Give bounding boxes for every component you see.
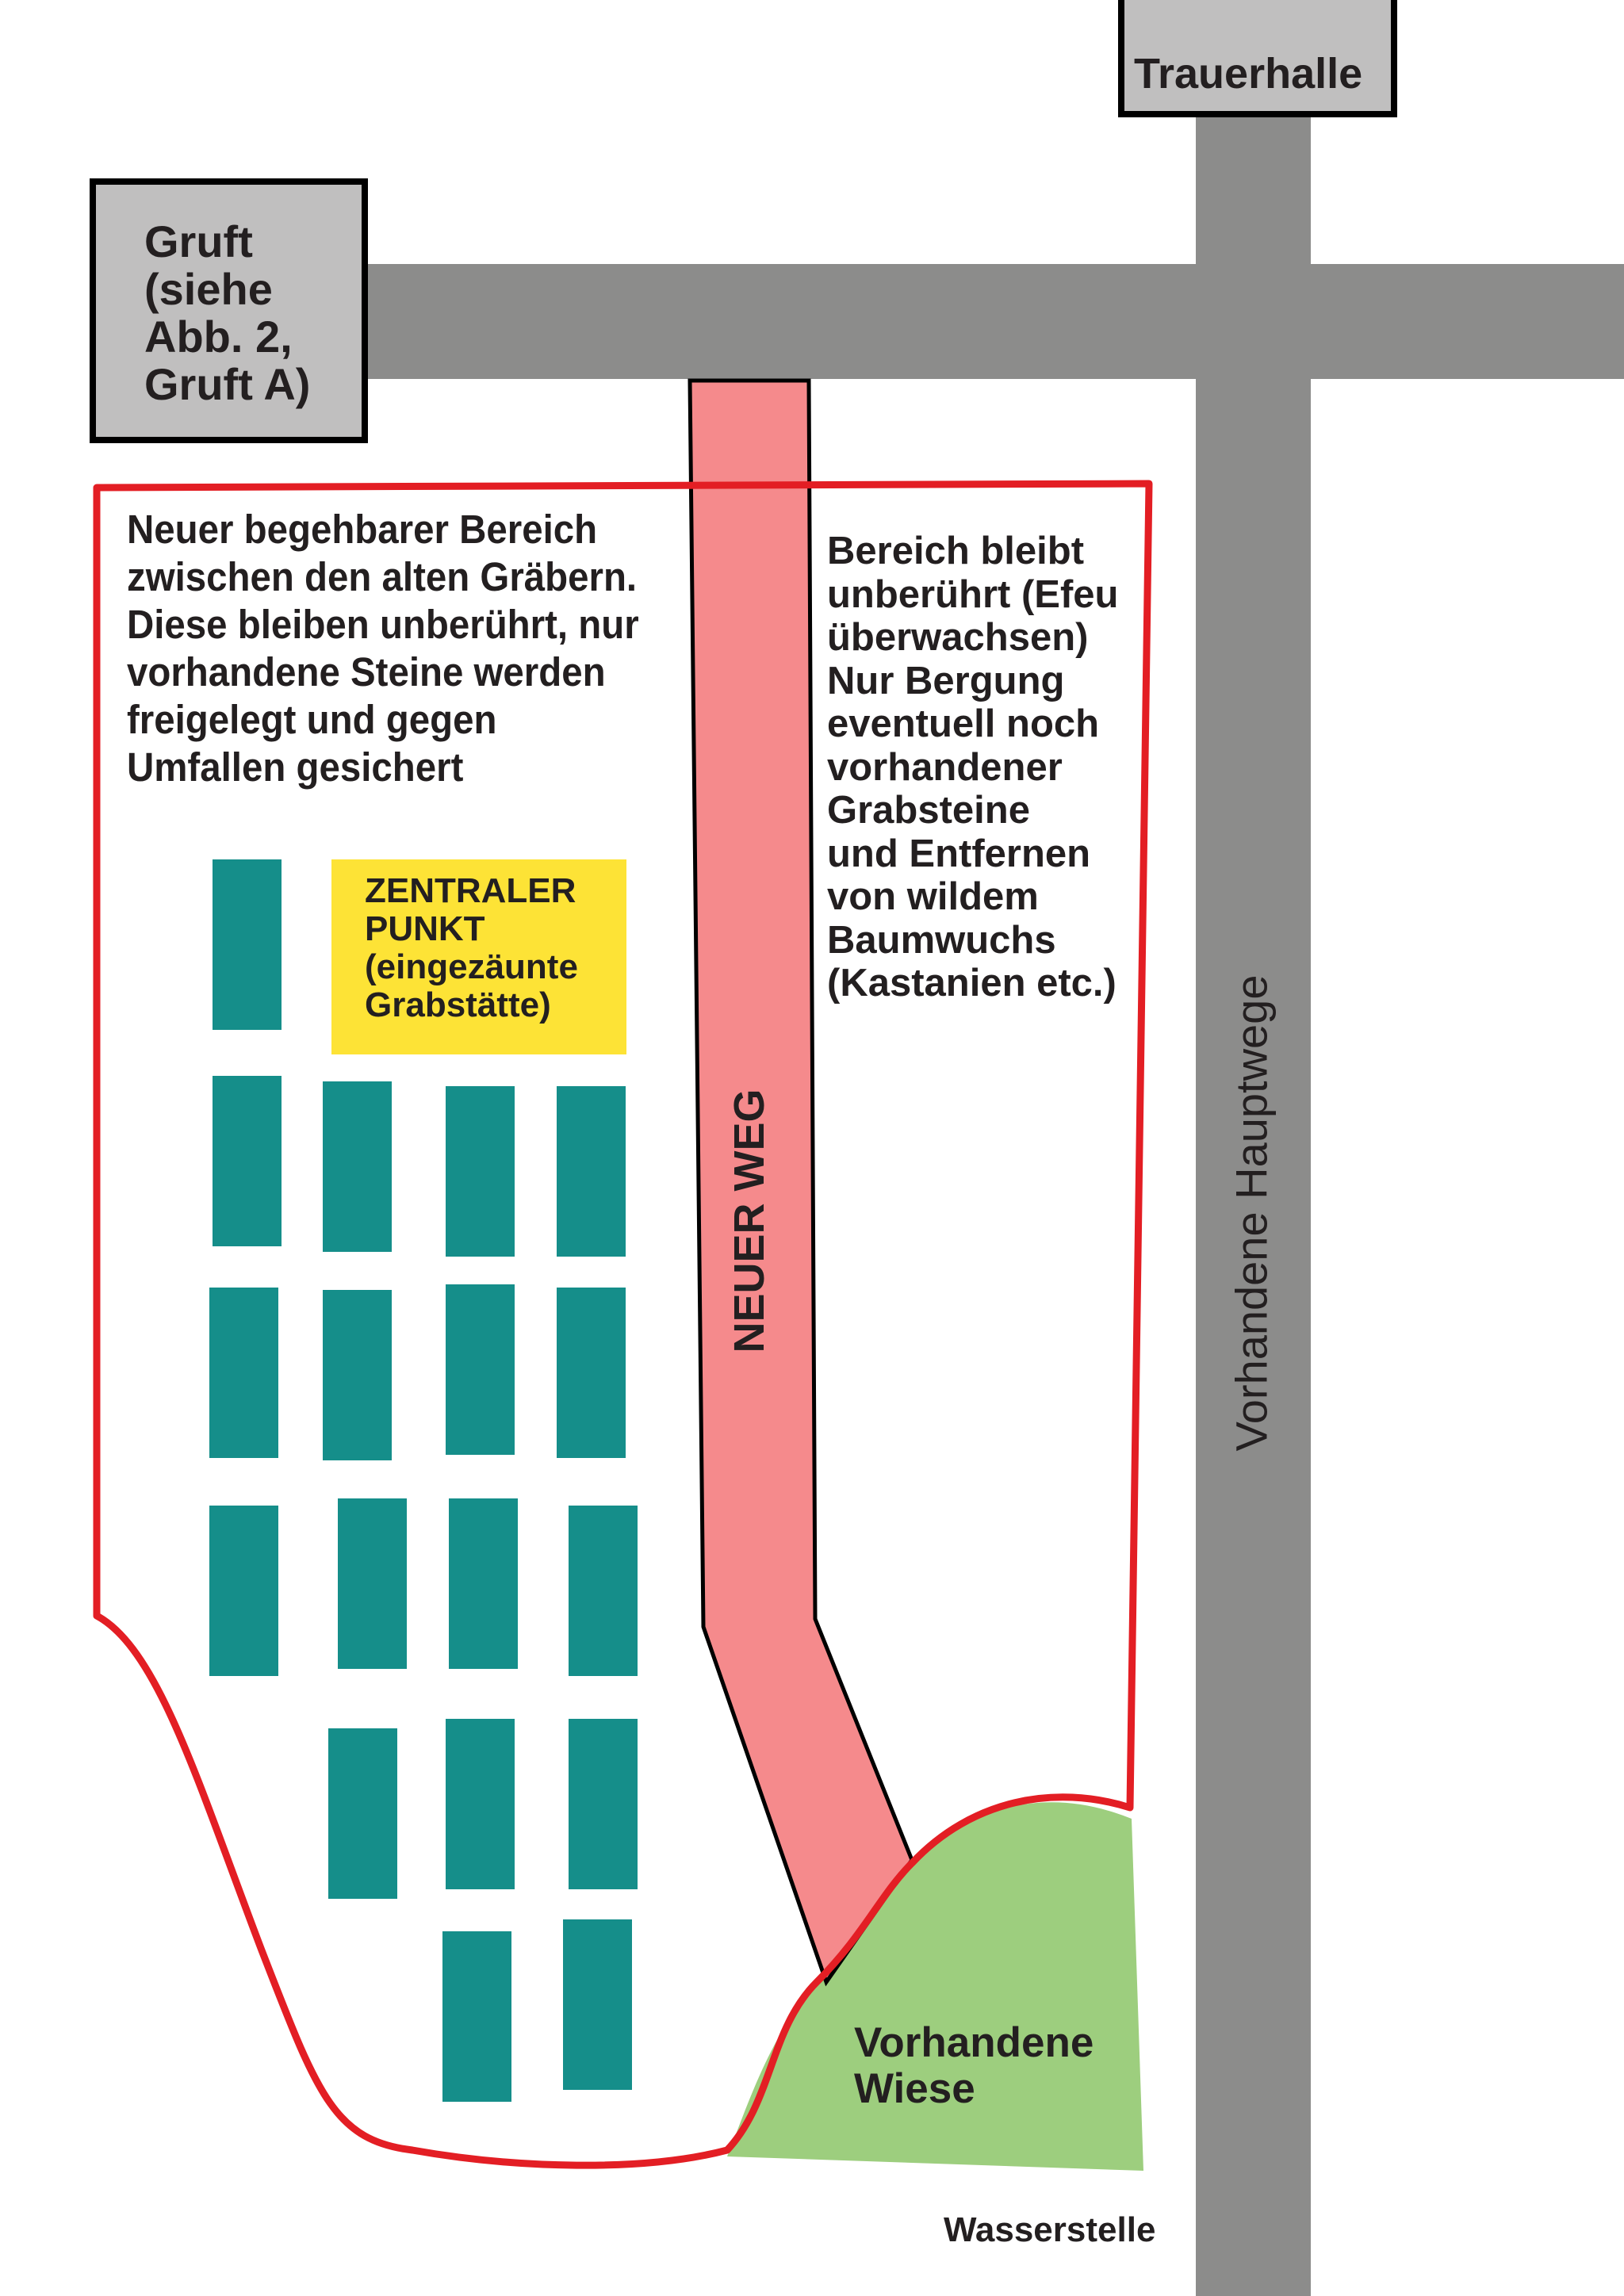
grave <box>338 1498 407 1669</box>
central-point-line: PUNKT <box>365 909 485 948</box>
description-line: vorhandener <box>827 745 1063 789</box>
description-line: und Entfernen <box>827 832 1091 875</box>
meadow-line: Vorhandene <box>854 2019 1094 2066</box>
gruft-line: Gruft <box>144 216 253 266</box>
grave <box>328 1728 397 1899</box>
new-area-description <box>127 506 639 791</box>
grave <box>213 859 282 1030</box>
grave <box>446 1086 515 1257</box>
grave <box>557 1288 626 1458</box>
description-line: zwischen den alten Gräbern. <box>127 554 638 599</box>
grave <box>446 1719 515 1889</box>
grave <box>557 1086 626 1257</box>
central-point-line: Grabstätte) <box>365 985 551 1024</box>
grave <box>449 1498 518 1669</box>
new-path-label: NEUER WEG <box>726 1089 773 1353</box>
description-line: eventuell noch <box>827 702 1100 745</box>
meadow-label <box>854 2020 1094 2112</box>
trauerhalle-label: Trauerhalle <box>1134 50 1363 98</box>
central-point-line: (eingezäunte <box>365 947 578 986</box>
grave <box>323 1290 392 1460</box>
description-line: Nur Bergung <box>827 659 1065 702</box>
description-line: Neuer begehbarer Bereich <box>127 507 598 552</box>
grave <box>323 1081 392 1252</box>
gruft-line: Gruft A) <box>144 359 311 409</box>
grave <box>446 1284 515 1455</box>
central-point-line: ZENTRALER <box>365 871 576 910</box>
gruft-label <box>144 218 310 408</box>
grave <box>209 1288 278 1458</box>
main-paths-label: Vorhandene Hauptwege <box>1226 974 1277 1452</box>
description-line: Diese bleiben unberührt, nur <box>127 602 639 647</box>
grave <box>442 1931 511 2102</box>
description-line: Grabsteine <box>827 789 1030 832</box>
description-line: Umfallen gesichert <box>127 744 464 790</box>
description-line: Bereich bleibt <box>827 530 1085 572</box>
central-point-label <box>365 872 578 1024</box>
water-point-label: Wasserstelle <box>944 2210 1156 2249</box>
grave <box>569 1506 638 1676</box>
description-line: freigelegt und gegen <box>127 697 497 742</box>
description-line: (Kastanien etc.) <box>827 962 1116 1004</box>
description-line: Baumwuchs <box>827 918 1056 962</box>
gruft-line: Abb. 2, <box>144 312 293 362</box>
gruft-line: (siehe <box>144 264 273 314</box>
description-line: unberührt (Efeu <box>827 572 1119 616</box>
untouched-area-description <box>827 530 1118 1005</box>
description-line: von wildem <box>827 875 1039 918</box>
description-line: vorhandene Steine werden <box>127 649 606 695</box>
grave <box>563 1919 632 2090</box>
meadow-line: Wiese <box>854 2065 975 2112</box>
main-path-horizontal <box>361 264 1624 379</box>
description-line: überwachsen) <box>827 616 1089 659</box>
grave <box>569 1719 638 1889</box>
grave <box>213 1076 282 1246</box>
grave <box>209 1506 278 1676</box>
